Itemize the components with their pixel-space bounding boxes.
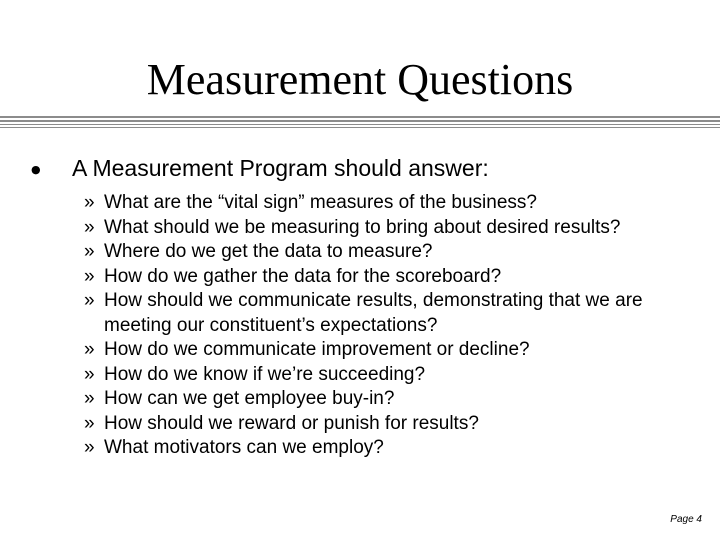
page-number: Page 4 (670, 514, 702, 525)
title-divider (0, 116, 720, 130)
list-item: » Where do we get the data to measure? (84, 240, 704, 265)
list-item: » What motivators can we employ? (84, 436, 704, 461)
sub-bullet-icon: » (84, 388, 95, 409)
main-point: A Measurement Program should answer: (72, 155, 489, 181)
sub-bullet-icon: » (84, 192, 95, 213)
list-item: » How do we communicate improvement or decline? (84, 338, 704, 363)
sub-points-list (84, 191, 704, 461)
sub-bullet-icon: » (84, 216, 95, 238)
list-item: » What should we be measuring to bring about desired results? (84, 216, 704, 241)
list-item: » How do we know if we’re succeeding? (84, 363, 704, 388)
list-item: » What are the “vital sign” measures of the business? (84, 191, 704, 216)
sub-bullet-icon: » (84, 412, 95, 434)
list-item: » How should we reward or punish for results? (84, 412, 704, 437)
sub-bullet-icon: » (84, 437, 95, 458)
sub-bullet-icon: » (84, 241, 95, 262)
slide-title: Measurement Questions (146, 55, 574, 104)
sub-bullet-icon: » (84, 363, 95, 385)
bullet-icon: ● (31, 163, 41, 176)
sub-bullet-icon: » (84, 265, 95, 287)
list-item: » How do we gather the data for the scoreboard? (84, 265, 704, 290)
sub-bullet-icon: » (84, 290, 95, 311)
sub-bullet-icon: » (84, 339, 95, 360)
list-item: » How should we communicate results, demonstrating that we are meeting our constituent’s expectations? (84, 289, 704, 338)
list-item: » How can we get employee buy-in? (84, 387, 704, 412)
